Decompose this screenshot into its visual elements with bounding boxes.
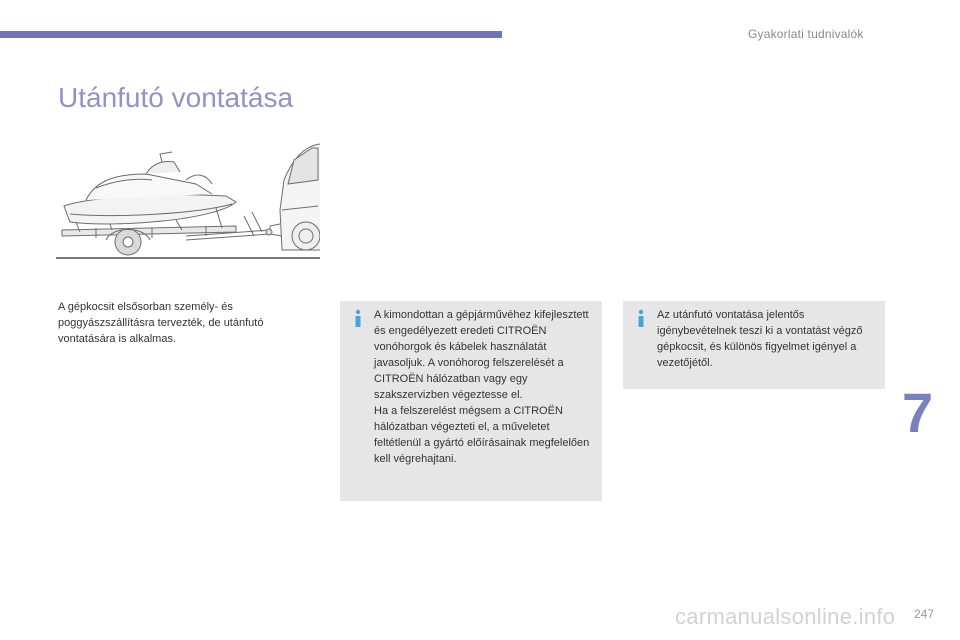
- watermark: carmanualsonline.info: [675, 604, 896, 629]
- page-title: Utánfutó vontatása: [58, 81, 294, 113]
- page-number: 247: [914, 607, 935, 621]
- info-box-text: A kimondottan a gépjárművéhez kifejlesztett és engedélyezett eredeti CITROËN vonóhorgok és kábelek használatát javasoljuk. A vonóhorog felszerelését a CITROËN hálózatban vagy egy szakszervizben végeztesse el. Ha a felszerelést mégsem a CITROËN hálózatban végezteti el, a műveletet feltétlenül a gyártó előírásainak megfelelően kell végrehajtani.: [374, 309, 590, 465]
- jet-ski-trailer-towing-illustration: [56, 140, 320, 264]
- chapter-number: 7: [902, 381, 934, 444]
- info-icon: [634, 309, 648, 327]
- header-accent-bar: [0, 31, 502, 38]
- info-icon: [351, 309, 365, 327]
- info-box-hitch: [340, 301, 602, 501]
- section-title: Gyakorlati tudnivalók: [748, 27, 864, 41]
- info-box-towing-load: [623, 301, 885, 389]
- intro-paragraph: A gépkocsit elsősorban személy- és poggyászszállításra tervezték, de utánfutó vontatására is alkalmas.: [58, 301, 264, 345]
- info-box-text: Az utánfutó vontatása jelentős igénybevételnek teszi ki a vontatást végző gépkocsit, és különös figyelmet igényel a vezetőjétől.: [657, 309, 863, 369]
